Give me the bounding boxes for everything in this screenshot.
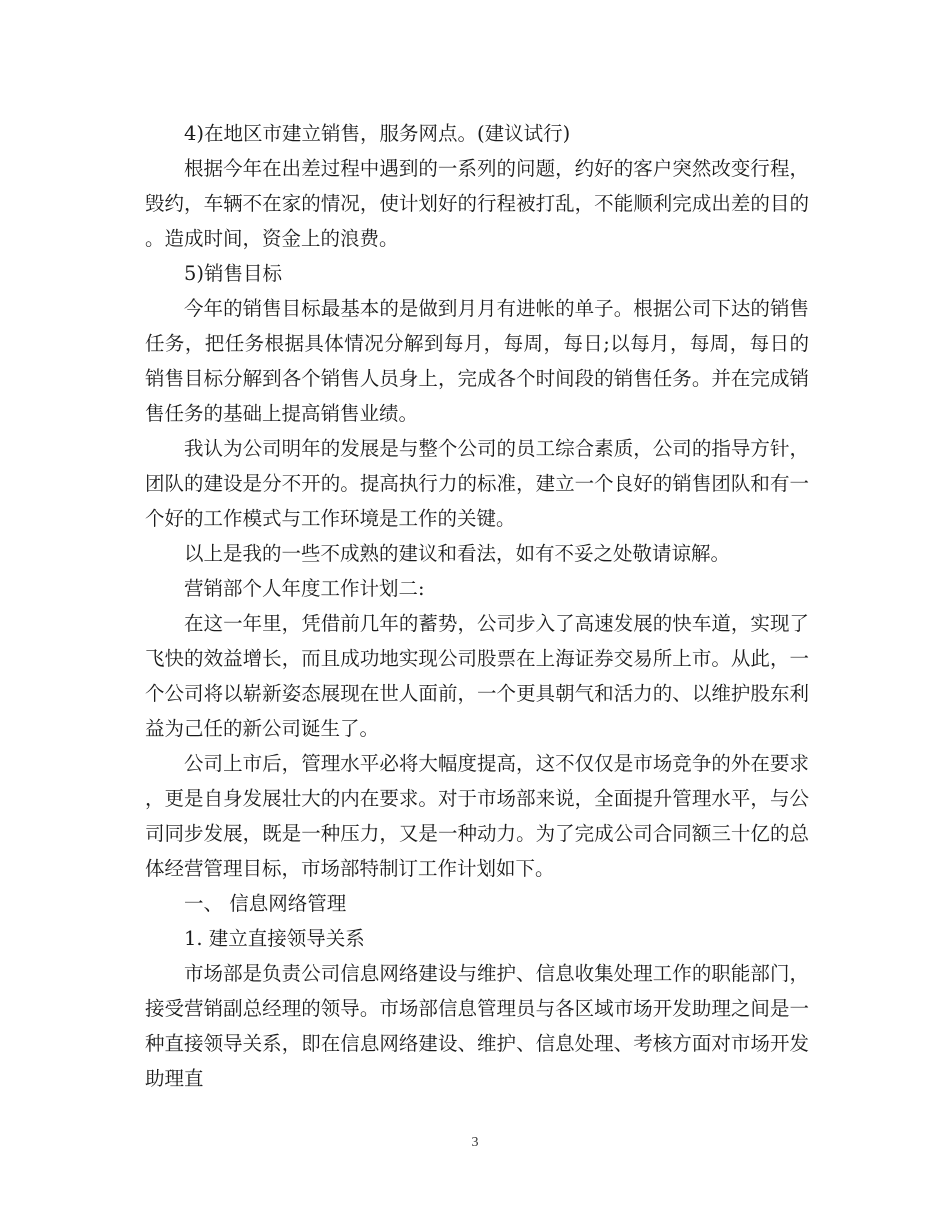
paragraph-plan-two-heading: 营销部个人年度工作计划二: bbox=[184, 577, 425, 600]
page-number: 3 bbox=[471, 1135, 479, 1150]
paragraph-post-listing: 公司上市后，管理水平必将大幅度提高，这不仅仅是市场竞争的外在要求，更是自身发展壮大的内在要求。对于市场部来说，全面提升管理水平，与公司同步发展，既是一种压力，又是一种动力。为了完成公司合同额三十亿的总体经营管理目标，市场部特制订工作计划如下。 bbox=[145, 752, 809, 880]
paragraph-travel-issues: 根据今年在出差过程中遇到的一系列的问题，约好的客户突然改变行程，毁约，车辆不在家的情况，使计划好的行程被打乱，不能顺利完成出差的目的。造成时间，资金上的浪费。 bbox=[145, 157, 809, 250]
paragraph-sales-target-heading: 5)销售目标 bbox=[184, 262, 283, 285]
paragraph-subsection-heading: 1. 建立直接领导关系 bbox=[184, 927, 365, 950]
paragraph-sales-target: 今年的销售目标最基本的是做到月月有进帐的单子。根据公司下达的销售任务，把任务根据具体情况分解到每月，每周，每日;以每月，每周，每日的销售目标分解到各个销售人员身上，完成各个时间段的销售任务。并在完成销售任务的基础上提高销售业绩。 bbox=[145, 297, 809, 425]
paragraph-section-one-heading: 一、 信息网络管理 bbox=[184, 892, 347, 915]
paragraph-suggestions-closing: 以上是我的一些不成熟的建议和看法，如有不妥之处敬请谅解。 bbox=[184, 542, 731, 565]
paragraph-sales-outlets: 4)在地区市建立销售，服务网点。(建议试行) bbox=[184, 122, 571, 145]
document-body bbox=[145, 116, 809, 1096]
paragraph-year-review: 在这一年里，凭借前几年的蓄势，公司步入了高速发展的快车道，实现了飞快的效益增长，而且成功地实现公司股票在上海证券交易所上市。从此，一个公司将以崭新姿态展现在世人面前，一个更具朝气和活力的、以维护股东利益为己任的新公司诞生了。 bbox=[145, 612, 809, 740]
paragraph-market-department: 市场部是负责公司信息网络建设与维护、信息收集处理工作的职能部门，接受营销副总经理的领导。市场部信息管理员与各区域市场开发助理之间是一种直接领导关系，即在信息网络建设、维护、信息处理、考核方面对市场开发助理直 bbox=[145, 962, 809, 1090]
paragraph-company-development: 我认为公司明年的发展是与整个公司的员工综合素质，公司的指导方针，团队的建设是分不开的。提高执行力的标准，建立一个良好的销售团队和有一个好的工作模式与工作环境是工作的关键。 bbox=[145, 437, 809, 530]
